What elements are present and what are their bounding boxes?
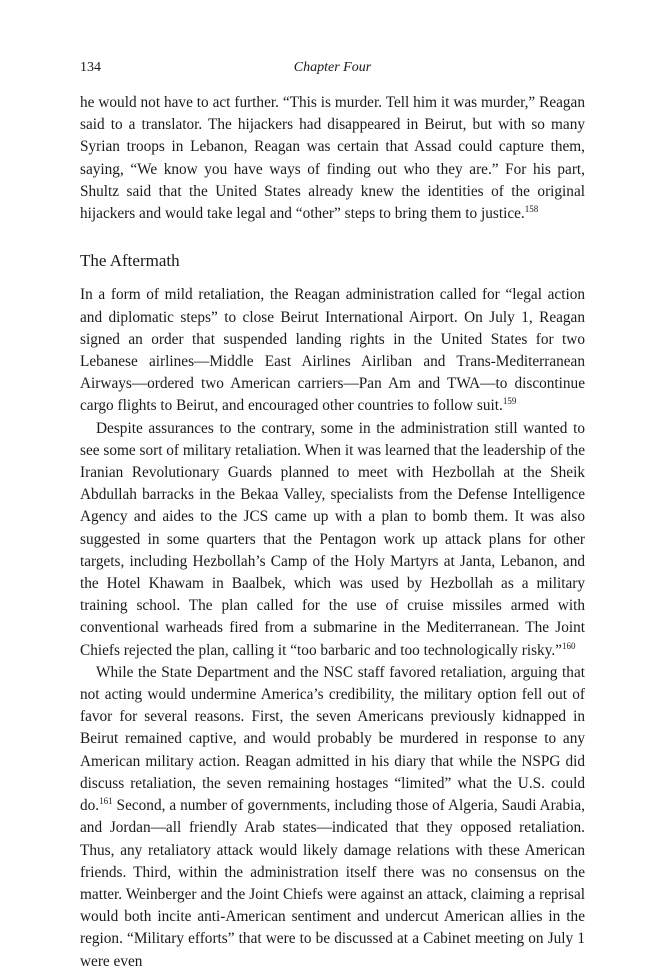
section-heading: The Aftermath <box>80 251 180 271</box>
paragraph-airport-text: In a form of mild retaliation, the Reagan administration called for “legal action and diplomatic steps” to close Beirut International Airport. On July 1, Reagan signed an order that suspended landing rights in the United States for two Lebanese airlines—Middle East Airlines Airliban and Trans-Mediterranean Airways—ordered two American carriers—Pan Am and TWA—to discontinue cargo flights to Beirut, and encouraged other countries to follow suit. <box>80 286 585 415</box>
intro-paragraph <box>80 92 585 225</box>
running-header <box>80 57 585 79</box>
footnote-ref-160[interactable]: 160 <box>561 640 576 651</box>
chapter-title: Chapter Four <box>293 60 372 75</box>
paragraph-retaliation-text-a: While the State Department and the NSC staff favored retaliation, arguing that not acting would undermine America’s credibility, the military option fell out of favor for several reasons. First, the seven Americans previously kidnapped in Beirut remained captive, and would probably be murdered in response to any American military action. Reagan admitted in his diary that while the NSPG did discuss retaliation, the seven remaining hostages “limited” what the U.S. could do. <box>80 663 585 815</box>
footnote-ref-161[interactable]: 161 <box>99 796 113 807</box>
paragraph-retaliation-text-b: Second, a number of governments, including those of Algeria, Saudi Arabia, and Jordan—all friendly Arab states—indicated that they opposed retaliation. Thus, any retaliatory attack would likely damage relations with these American friends. Third, within the administration itself there was no consensus on the matter. Weinberger and the Joint Chiefs were against an attack, claiming a reprisal would both incite anti-American sentiment and undercut American allies in the region. “Military efforts” that were to be discussed at a Cabinet meeting on July 1 were even <box>80 797 585 970</box>
footnote-ref-158[interactable]: 158 <box>524 204 539 215</box>
intro-paragraph-text: he would not have to act further. “This is murder. Tell him it was murder,” Reagan said to a translator. The hijackers had disappeared in Beirut, but with so many Syrian troops in Lebanon, Reagan was certain that Assad could capture them, saying, “We know you have ways of finding out who they are.” For his part, Shultz said that the United States already knew the identities of the original hijackers and would take legal and “other” steps to bring them to justice. <box>80 94 585 223</box>
page-number: 134 <box>80 60 101 75</box>
paragraph-airport <box>80 284 585 417</box>
paragraph-retaliation-debate <box>80 662 585 973</box>
paragraph-military-plan-text: Despite assurances to the contrary, some in the administration still wanted to see some sort of military retaliation. When it was learned that the leadership of the Iranian Revolutionary Guards planned to meet with Hezbollah at the Sheik Abdullah barracks in the Bekaa Valley, specialists from the Defense Intelligence Agency and aides to the JCS came up with a plan to bomb them. It was also suggested in some quarters that the Pentagon work up attack plans for other targets, including Hezbollah’s Camp of the Holy Martyrs at Janta, Lebanon, and the Hotel Khawam in Baalbek, which was used by Hezbollah as a military training school. The plan called for the use of cruise missiles armed with conventional warheads fired from a submarine in the Mediterranean. The Joint Chiefs rejected the plan, calling it “too barbaric and too technologically risky.” <box>80 419 585 659</box>
footnote-ref-159[interactable]: 159 <box>502 396 517 407</box>
paragraph-military-plan <box>80 418 585 662</box>
